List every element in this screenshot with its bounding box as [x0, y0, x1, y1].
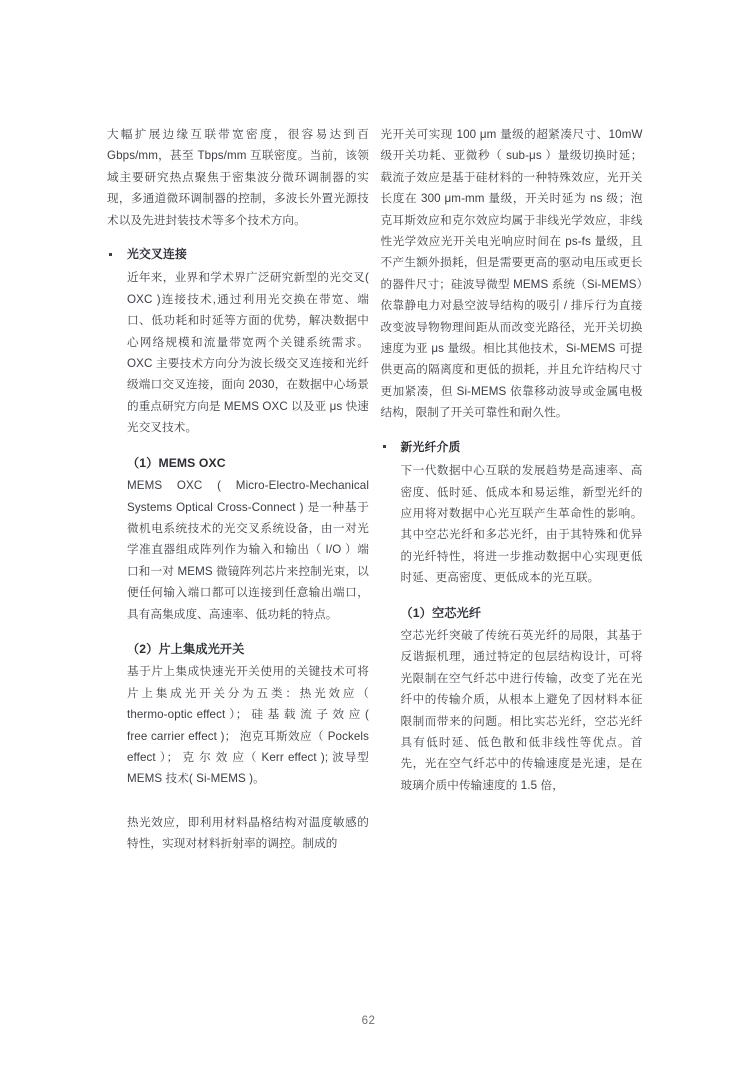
- right-subsection-1: [381, 603, 643, 797]
- page-number: 62: [361, 1015, 376, 1027]
- left-subsection-2-paragraph-1: 基于片上集成快速光开关使用的关键技术可将片上集成光开关分为五类：热光效应（ thermo-optic effect ）； 硅 基 载 流 子 效 应 ( free carrier effect )； 泡克耳斯效应（ Pockels effect ）； 克 尔 效 应（ Kerr effect ); 波导型 MEMS 技术( Si-MEMS )。: [127, 665, 369, 786]
- left-bullet-paragraph: 近年来，业界和学术界广泛研究新型的光交叉( OXC )连接技术,通过利用光交换在带宽、端口、低功耗和时延等方面的优势，解决数据中心网络规模和流量带宽两个关键系统需求。OXC 主要技术方向分为波长级交叉连接和光纤级端口交叉连接，面向 2030，在数据中心场景的重点研究方向是 MEMS OXC 以及亚 μs 快速光交叉技术。: [127, 271, 369, 435]
- two-column-body: [0, 124, 737, 855]
- square-bullet-icon: [109, 253, 112, 256]
- left-continued-paragraph: 大幅扩展边缘互联带宽密度，很容易达到百 Gbps/mm，甚至 Tbps/mm 互联密度。当前，该领域主要研究热点聚焦于密集波分微环调制器的实现，多通道微环调制器的控制，多波长外置光源技术以及先进封装技术等多个技术方向。: [107, 128, 369, 227]
- right-continued-paragraph: 光开关可实现 100 μm 量级的超紧凑尺寸、10mW 级开关功耗、亚微秒（ sub-μs ）量级切换时延；载流子效应是基于硅材料的一种特殊效应，光开关长度在 300 μm-mm 量级，开关时延为 ns 级；泡克耳斯效应和克尔效应均属于非线光学效应，非线性光学效应光开关电光响应时间在 ps-fs 量级，且不产生额外损耗，但是需要更高的驱动电压或更长的器件尺寸；硅波导微型 MEMS 系统（Si-MEMS）依靠静电力对悬空波导结构的吸引 / 排斥行为直接改变波导物物理间距从而改变光路径，光开关切换速度为亚 μs 量级。相比其他技术，Si-MEMS 可提供更高的隔离度和更低的损耗，并且允许结构尺寸更加紧凑，但 Si-MEMS 依靠移动波导或金属电极结构，限制了开关可靠性和耐久性。: [380, 128, 643, 420]
- right-subsection-1-paragraph: 空芯光纤突破了传统石英光纤的局限，其基于反谐振机理，通过特定的包层结构设计，可将光限制在空气纤芯中进行传输，改变了光在光纤中的传输介质，从根本上避免了因材料本征限制而带来的问题。相比实芯光纤，空芯光纤具有低时延、低色散和低非线性等优点。首先，光在空气纤芯中的传输速度是光速，是在玻璃介质中传输速度的 1.5 倍，: [400, 628, 643, 792]
- right-bullet-paragraph: 下一代数据中心互联的发展趋势是高速率、高密度、低时延、低成本和易运维，新型光纤的应用将对数据中心光互联产生革命性的影响。其中空芯光纤和多芯光纤，由于其特殊和优异的光纤特性，将进一步推动数据中心实现更低时延、更高密度、更低成本的光互联。: [400, 464, 643, 585]
- left-subsection-2-heading: （2）片上集成光开关: [127, 641, 245, 656]
- left-subsection-1-heading: （1）MEMS OXC: [127, 455, 226, 470]
- paragraph-spacer: [127, 803, 369, 812]
- right-bullet-section: [381, 437, 643, 589]
- left-subsection-2: [107, 639, 369, 855]
- right-subsection-1-heading: （1）空芯光纤: [400, 605, 482, 620]
- left-subsection-2-paragraph-2: 热光效应，即利用材料晶格结构对温度敏感的特性，实现对材料折射率的调控。制成的: [127, 815, 369, 851]
- right-bullet-heading: 新光纤介质: [400, 439, 461, 454]
- left-bullet-section: [107, 244, 369, 439]
- left-bullet-heading: 光交叉连接: [127, 247, 187, 262]
- right-column: [369, 124, 737, 796]
- square-bullet-icon: [383, 445, 386, 448]
- left-subsection-1: [107, 453, 369, 625]
- left-subsection-1-paragraph: MEMS OXC ( Micro-Electro-Mechanical Systems Optical Cross-Connect ) 是一种基于微机电系统技术的光交叉系统设备，由一对光学准直器组成阵列作为输入和输出（ I/O ）端口和一对 MEMS 微镜阵列芯片来控制光束，以便任何输入端口都可以连接到任意输出端口，具有高集成度、高速率、低功耗的特点。: [127, 479, 369, 621]
- left-column: [0, 124, 369, 855]
